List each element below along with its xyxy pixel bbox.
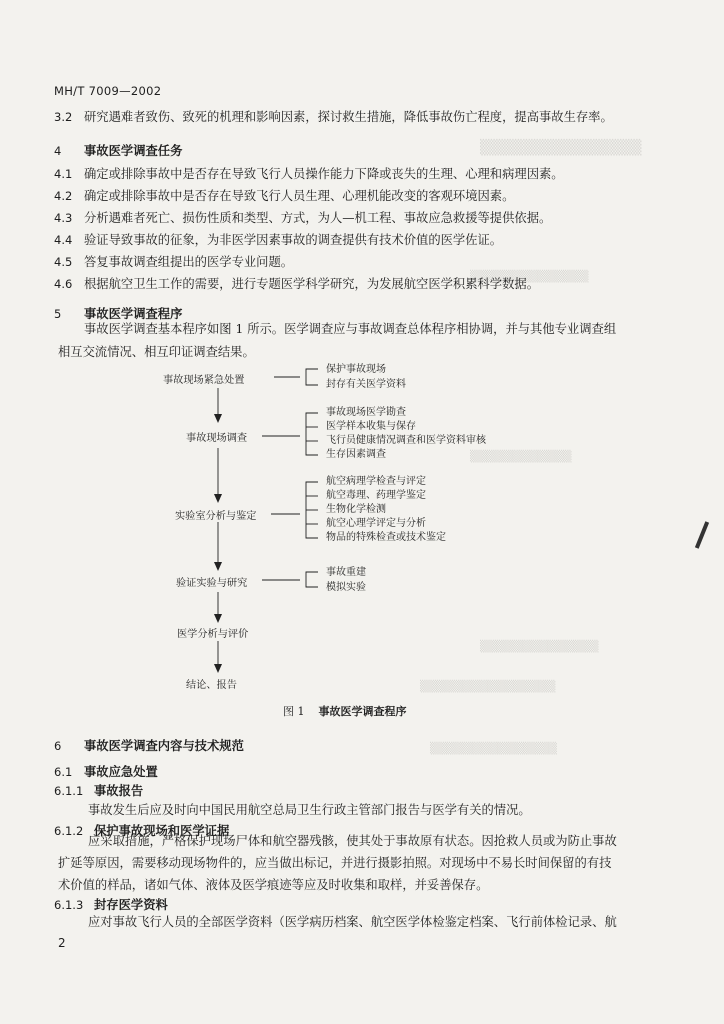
section-number: 5 xyxy=(54,307,62,321)
detail-item: 模拟实验 xyxy=(326,581,366,593)
show-through-text: ▒▒▒▒▒▒▒▒▒▒▒▒▒▒▒ xyxy=(430,742,557,755)
detail-bracket xyxy=(306,369,318,385)
clause-text: 分析遇难者死亡、损伤性质和类型、方式，为人—机工程、事故应急救援等提供依据。 xyxy=(84,211,552,225)
flow-step-conclusion: 结论、报告 xyxy=(186,680,237,691)
flow-step-lab-analysis-details xyxy=(326,475,446,545)
detail-item: 生存因素调查 xyxy=(326,449,386,460)
section-6-1-3-heading xyxy=(54,895,168,913)
detail-item: 生物化学检测 xyxy=(326,504,386,515)
section-6-1-heading xyxy=(54,762,158,780)
section-6-1-2-line2: 扩延等原因，需要移动现场物件的，应当做出标记，并进行摄影拍照。对现场中不易长时间保留的有技 xyxy=(58,856,612,870)
arrowhead xyxy=(214,664,222,673)
arrowhead xyxy=(214,562,222,571)
show-through-text: ▒▒▒▒▒▒▒▒▒▒▒▒ xyxy=(470,450,572,463)
arrowhead xyxy=(214,494,222,503)
flow-step-site-investigation: 事故现场调查 xyxy=(186,433,248,444)
flow-step-lab-analysis: 实验室分析与鉴定 xyxy=(175,511,257,522)
arrowhead xyxy=(214,414,222,423)
page-number: 2 xyxy=(58,936,66,950)
clause-text: 验证导致事故的征象，为非医学因素事故的调查提供有技术价值的医学佐证。 xyxy=(84,233,503,247)
detail-item: 航空毒理、药理学鉴定 xyxy=(326,490,426,501)
flow-step-emergency-details xyxy=(326,363,406,392)
detail-item: 保护事故现场 xyxy=(326,364,386,375)
detail-item: 医学样本收集与保存 xyxy=(326,421,416,432)
section-6-1-2-line1: 应采取措施，严格保护现场尸体和航空器残骸，使其处于事故原有状态。因抢救人员或为防止事故 xyxy=(88,834,617,848)
clause-number: 3.2 xyxy=(54,110,73,124)
section-number: 6.1.3 xyxy=(54,898,84,912)
clause-number: 4.6 xyxy=(54,277,73,291)
section-6-1-1-heading xyxy=(54,781,143,799)
section-number: 6 xyxy=(54,739,62,753)
arrowhead xyxy=(214,614,222,623)
flow-step-emergency: 事故现场紧急处置 xyxy=(163,375,245,386)
detail-item: 航空心理学评定与分析 xyxy=(326,518,426,529)
clause-number: 4.2 xyxy=(54,189,73,203)
section-title: 事故医学调查内容与技术规范 xyxy=(84,739,244,753)
section-6-1-2-line3: 术价值的样品，诸如气体、液体及医学痕迹等应及时收集和取样，并妥善保存。 xyxy=(58,878,489,892)
standard-code: MH/T 7009—2002 xyxy=(54,84,162,98)
flow-step-site-investigation-details xyxy=(326,406,486,462)
section-title: 事故应急处置 xyxy=(84,765,158,779)
flow-step-verification: 验证实验与研究 xyxy=(176,578,248,589)
section-number: 6.1.1 xyxy=(54,784,84,798)
show-through-text: ▒▒▒▒▒▒▒▒▒▒▒▒▒▒ xyxy=(480,640,599,653)
show-through-text: ▒▒▒▒▒▒▒▒▒▒▒▒▒▒▒▒ xyxy=(420,680,556,693)
detail-item: 航空病理学检查与评定 xyxy=(326,476,426,487)
clause-text: 答复事故调查组提出的医学专业问题。 xyxy=(84,255,294,269)
detail-item: 飞行员健康情况调查和医学资料审核 xyxy=(326,435,486,446)
detail-item: 封存有关医学资料 xyxy=(326,378,406,390)
section-title: 事故报告 xyxy=(94,784,144,798)
section-6-1-3-line1: 应对事故飞行人员的全部医学资料（医学病历档案、航空医学体检鉴定档案、飞行前体检记录、航 xyxy=(88,915,617,929)
section-number: 6.1 xyxy=(54,765,73,779)
detail-item: 事故重建 xyxy=(326,567,366,578)
section-5-paragraph-line2: 相互交流情况、相互印证调查结果。 xyxy=(58,345,255,359)
clause-number: 4.3 xyxy=(54,211,73,225)
clause-text: 确定或排除事故中是否存在导致飞行人员生理、心理机能改变的客观环境因素。 xyxy=(84,189,515,203)
clause-number: 4.4 xyxy=(54,233,73,247)
section-6-1-1-text: 事故发生后应及时向中国民用航空总局卫生行政主管部门报告与医学有关的情况。 xyxy=(88,803,531,817)
detail-item: 物品的特殊检查或技术鉴定 xyxy=(326,532,446,543)
section-5-paragraph-line1: 事故医学调查基本程序如图 1 所示。医学调查应与事故调查总体程序相协调，并与其他专业调查组 xyxy=(84,322,617,336)
show-through-text: ▒▒▒▒▒▒▒▒▒▒▒▒▒▒ xyxy=(470,270,589,283)
section-number: 4 xyxy=(54,144,62,158)
section-title: 事故医学调查任务 xyxy=(84,144,183,158)
figure-title: 事故医学调查程序 xyxy=(318,705,407,718)
flow-step-medical-analysis: 医学分析与评价 xyxy=(177,629,249,640)
clause-text: 根据航空卫生工作的需要，进行专题医学科学研究，为发展航空医学积累科学数据。 xyxy=(84,277,539,291)
section-title: 事故医学调查程序 xyxy=(84,307,183,321)
clause-number: 4.1 xyxy=(54,167,73,181)
figure-number: 图 1 xyxy=(283,705,305,718)
flow-step-verification-details xyxy=(326,566,366,595)
detail-bracket xyxy=(306,413,318,455)
section-number: 6.1.2 xyxy=(54,824,84,838)
clause-text: 研究遇难者致伤、致死的机理和影响因素，探讨救生措施，降低事故伤亡程度，提高事故生存率。 xyxy=(84,110,613,124)
section-title: 保护事故现场和医学证据 xyxy=(94,824,230,838)
detail-item: 事故现场医学勘查 xyxy=(326,407,406,418)
detail-bracket xyxy=(306,572,318,587)
section-title: 封存医学资料 xyxy=(94,898,168,912)
section-6-heading xyxy=(54,736,244,754)
figure-caption xyxy=(283,703,407,719)
clause-number: 4.5 xyxy=(54,255,73,269)
clause-text: 确定或排除事故中是否存在导致飞行人员操作能力下降或丧失的生理、心理和病理因素。 xyxy=(84,167,564,181)
show-through-text: ▒▒▒▒▒▒▒▒▒▒▒▒▒▒▒ xyxy=(480,140,642,156)
